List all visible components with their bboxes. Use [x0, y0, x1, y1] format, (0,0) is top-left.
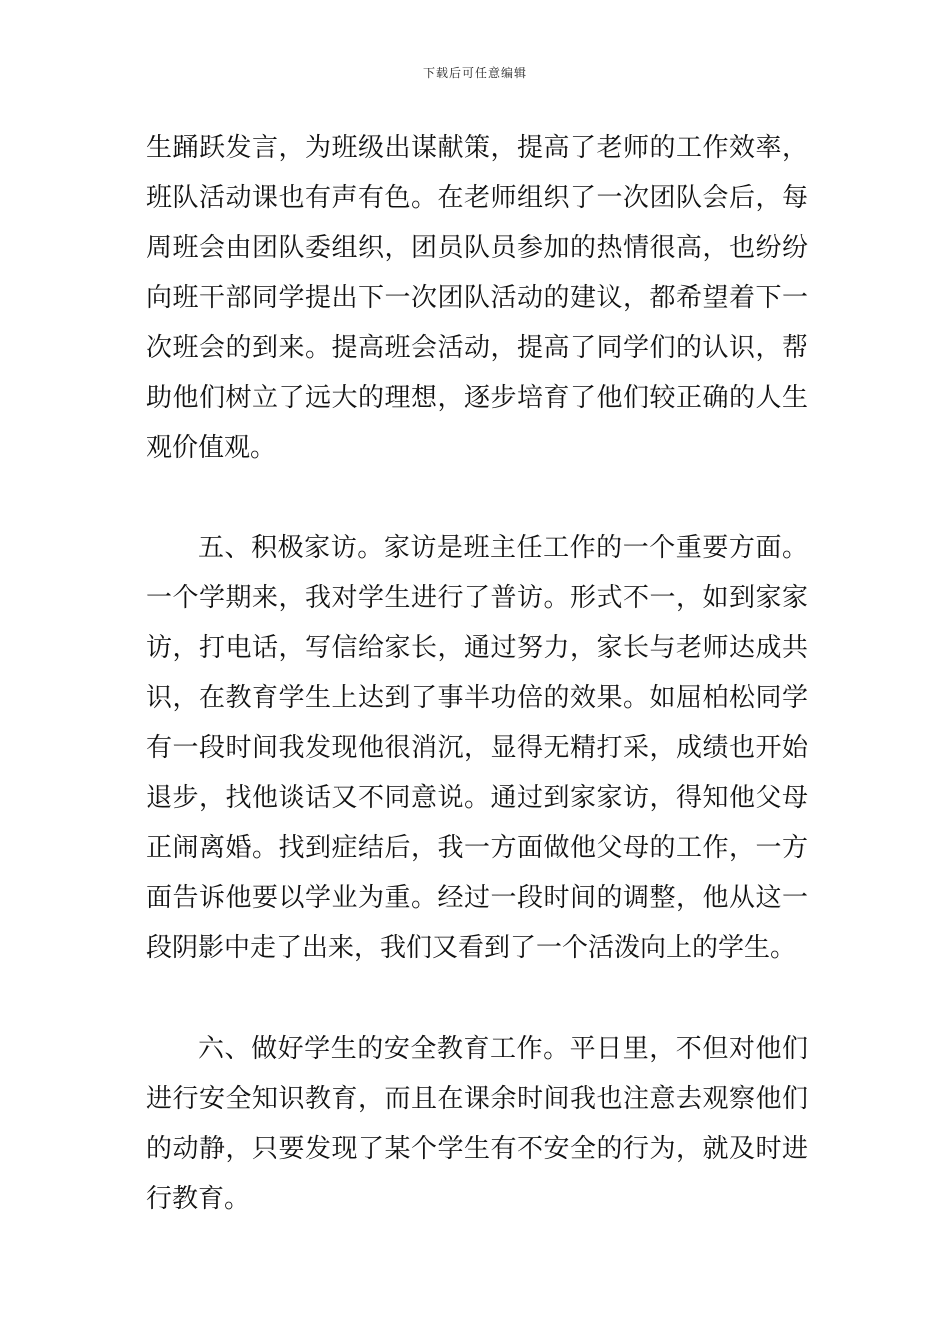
paragraph-line: 六、做好学生的安全教育工作。平日里，不但对他们 — [198, 1034, 808, 1064]
paragraph-3 — [146, 1024, 808, 1224]
paragraph-line: 访，打电话，写信给家长，通过努力，家长与老师达成共 — [146, 633, 808, 663]
paragraph-line: 生踊跃发言，为班级出谋献策，提高了老师的工作效率， — [146, 133, 808, 163]
paragraph-line: 班队活动课也有声有色。在老师组织了一次团队会后，每 — [146, 183, 808, 213]
paragraph-line: 助他们树立了远大的理想，逐步培育了他们较正确的人生 — [146, 383, 808, 413]
paragraph-line: 一个学期来，我对学生进行了普访。形式不一，如到家家 — [146, 583, 808, 613]
paragraph-line: 的动静，只要发现了某个学生有不安全的行为，就及时进 — [146, 1134, 808, 1164]
paragraph-1 — [146, 123, 808, 473]
paragraph-line: 段阴影中走了出来，我们又看到了一个活泼向上的学生。 — [146, 933, 797, 963]
paragraph-line: 有一段时间我发现他很消沉，显得无精打采，成绩也开始 — [146, 733, 808, 763]
paragraph-line: 正闹离婚。找到症结后，我一方面做他父母的工作，一方 — [146, 833, 808, 863]
paragraph-line: 退步，找他谈话又不同意说。通过到家家访，得知他父母 — [146, 783, 808, 813]
paragraph-line: 向班干部同学提出下一次团队活动的建议，都希望着下一 — [146, 283, 808, 313]
paragraph-line: 周班会由团队委组织，团员队员参加的热情很高，也纷纷 — [146, 233, 808, 263]
paragraph-line: 识，在教育学生上达到了事半功倍的效果。如屈柏松同学 — [146, 683, 808, 713]
paragraph-line: 五、积极家访。家访是班主任工作的一个重要方面。 — [198, 533, 808, 563]
paragraph-2 — [146, 523, 808, 973]
paragraph-line: 面告诉他要以学业为重。经过一段时间的调整，他从这一 — [146, 883, 808, 913]
paragraph-line: 进行安全知识教育，而且在课余时间我也注意去观察他们 — [146, 1084, 808, 1114]
page-header-note: 下载后可任意编辑 — [422, 66, 527, 80]
paragraph-line: 行教育。 — [146, 1184, 251, 1214]
paragraph-line: 次班会的到来。提高班会活动，提高了同学们的认识，帮 — [146, 333, 808, 363]
paragraph-line: 观价值观。 — [146, 433, 277, 463]
